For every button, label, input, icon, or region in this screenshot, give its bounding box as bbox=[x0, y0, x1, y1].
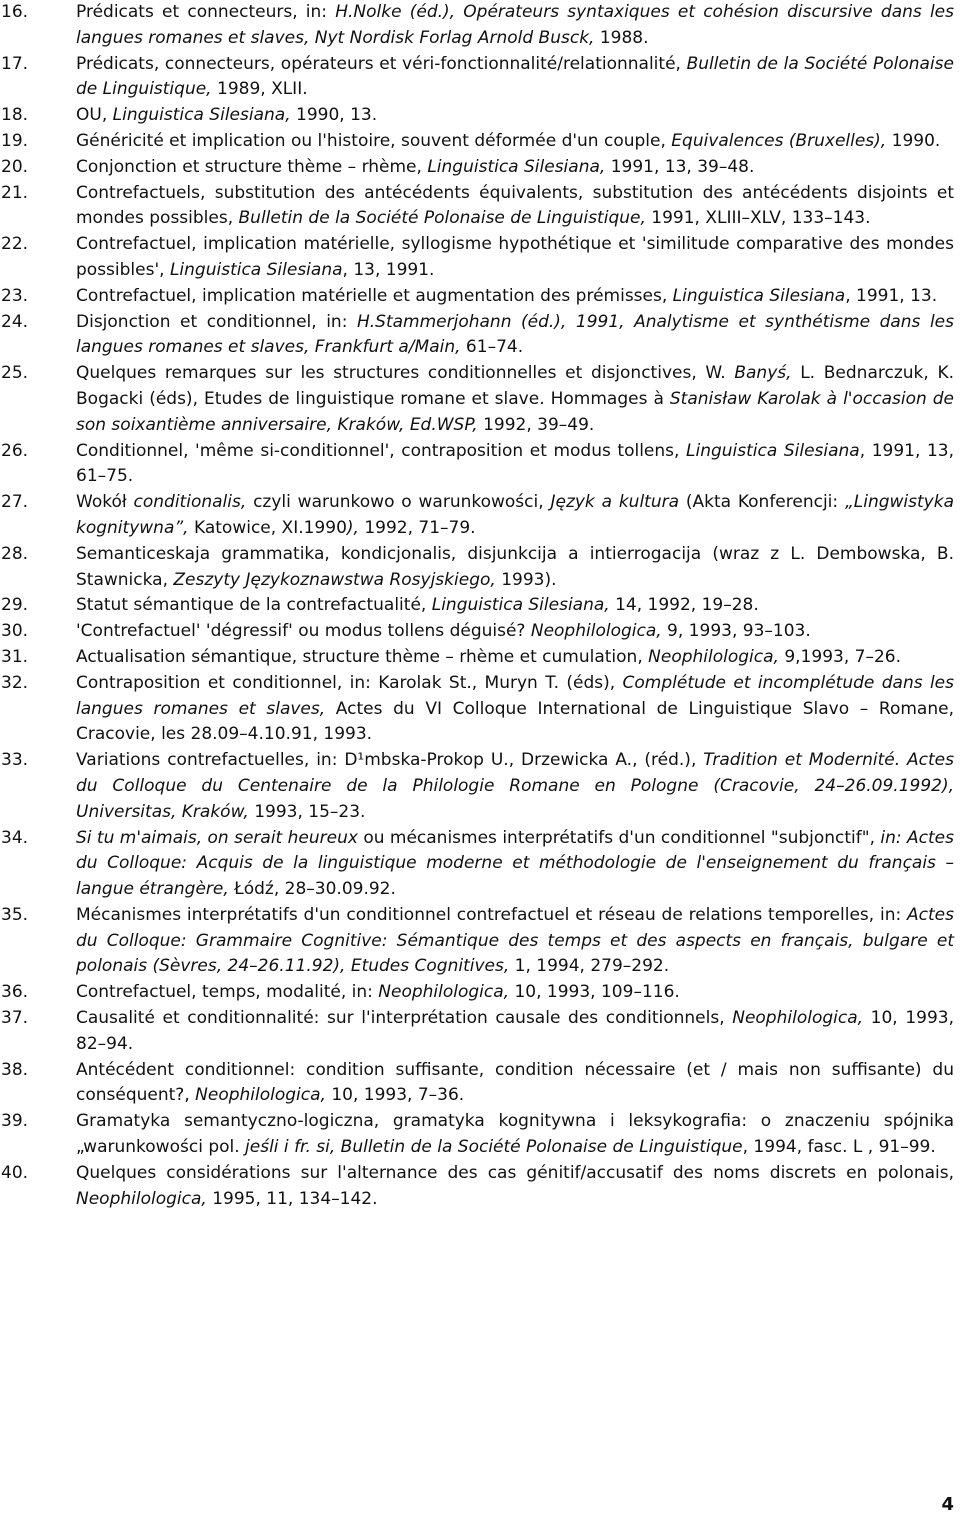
text-segment: , 1991, 13, 61–75. bbox=[76, 440, 954, 487]
text-segment: 10, 1993, 82–94. bbox=[76, 1008, 954, 1054]
text-segment: (Akta Konferencji: bbox=[679, 492, 845, 513]
entry-text bbox=[76, 181, 954, 233]
entry-number: 17. bbox=[1, 53, 29, 74]
entry-text bbox=[76, 232, 954, 284]
entry-text bbox=[76, 826, 954, 903]
bibliography-entry bbox=[0, 593, 960, 619]
text-segment: Conjonction et structure thème – rhème, bbox=[76, 156, 428, 177]
entry-number: 16. bbox=[1, 2, 29, 22]
italic-segment: Język a kultura bbox=[550, 492, 680, 513]
italic-segment: Si tu m'aimais, on serait heureux bbox=[76, 827, 358, 848]
italic-segment: conditionalis, bbox=[133, 492, 247, 513]
italic-segment: Tradition et Modernité. Actes du Colloque du Centenaire de la Philologie Romane en Pologne (Cracovie, 24–26.09.1992), Universitas, Kraków, bbox=[76, 750, 954, 822]
italic-segment: „Lingwistyka kognitywna”, bbox=[76, 492, 954, 538]
bibliography-entry bbox=[0, 671, 960, 748]
bibliography-entry bbox=[0, 748, 960, 825]
text-segment: Contrefactuels, substitution des antécédents équivalents, substitution des antécédents disjoints et mondes possibles, bbox=[76, 182, 954, 229]
text-segment: Généricité et implication ou l'histoire, souvent déformée d'un couple, bbox=[76, 130, 672, 151]
entry-number: 23. bbox=[1, 285, 29, 306]
entry-number: 26. bbox=[1, 440, 29, 461]
text-segment: 1992, 39–49. bbox=[477, 414, 595, 435]
italic-segment: Bulletin de la Société Polonaise de Linguistique, bbox=[238, 208, 646, 229]
entry-number: 22. bbox=[1, 234, 29, 255]
italic-segment: Linguistica Silesiana bbox=[686, 440, 860, 461]
bibliography-entry bbox=[0, 1006, 960, 1058]
entry-number: 36. bbox=[1, 982, 29, 1003]
text-segment: czyli warunkowo o warunkowości, bbox=[246, 492, 551, 513]
text-segment: 1991, 13, 39–48. bbox=[605, 156, 755, 177]
entry-number: 32. bbox=[1, 672, 29, 693]
text-segment: 14, 1992, 19–28. bbox=[609, 595, 759, 616]
bibliography-entry bbox=[0, 181, 960, 233]
entry-text bbox=[76, 155, 954, 181]
italic-segment: Bulletin de la Société Polonaise de Linguistique, bbox=[76, 53, 954, 100]
bibliography-entry bbox=[0, 1058, 960, 1110]
bibliography-entry bbox=[0, 232, 960, 284]
text-segment: 9,1993, 7–26. bbox=[778, 646, 901, 667]
text-segment: Contraposition et conditionnel, in: Karolak St., Muryn T. (éds), bbox=[76, 672, 623, 693]
italic-segment: Linguistica Silesiana bbox=[672, 285, 846, 306]
entry-text bbox=[76, 1161, 954, 1213]
bibliography-entry bbox=[0, 0, 960, 52]
italic-segment: Banyś, bbox=[734, 363, 792, 384]
entry-text bbox=[76, 1058, 954, 1110]
text-segment: 1990, 13. bbox=[290, 105, 378, 126]
entry-number: 18. bbox=[1, 105, 29, 126]
text-segment: OU, bbox=[76, 105, 113, 126]
italic-segment: ), bbox=[346, 517, 359, 538]
text-segment: Conditionnel, 'même si-conditionnel', contraposition et modus tollens, bbox=[76, 440, 686, 461]
text-segment: Actualisation sémantique, structure thème – rhème et cumulation, bbox=[76, 646, 649, 667]
text-segment: Semanticeskaja grammatika, kondicjonalis, disjunkcija a intierrogacija (wraz z L. Dembowska, B. Stawnicka, bbox=[76, 543, 954, 590]
entry-text bbox=[76, 980, 954, 1006]
text-segment: , 1991, 13. bbox=[845, 285, 938, 306]
entry-number: 25. bbox=[1, 363, 29, 384]
bibliography-entry bbox=[0, 542, 960, 594]
text-segment: Causalité et conditionnalité: sur l'interprétation causale des conditionnels, bbox=[76, 1008, 733, 1029]
entry-text bbox=[76, 129, 954, 155]
italic-segment: Neophilologica, bbox=[648, 646, 779, 667]
italic-segment: Neophilologica, bbox=[378, 982, 510, 1003]
text-segment: Łódź, 28–30.09.92. bbox=[228, 879, 396, 900]
text-segment: Katowice, XI.1990 bbox=[188, 517, 347, 538]
text-segment: Contrefactuel, implication matérielle et augmentation des prémisses, bbox=[76, 285, 673, 306]
text-segment: 10, 1993, 109–116. bbox=[509, 982, 680, 1003]
text-segment: 'Contrefactuel' 'dégressif' ou modus tollens déguisé? bbox=[76, 621, 531, 642]
bibliography-entry bbox=[0, 52, 960, 104]
text-segment: 1990. bbox=[886, 130, 941, 151]
text-segment: Gramatyka semantyczno-logiczna, gramatyka kognitywna i leksykografia: o znaczeniu spójnika „warunkowości pol. bbox=[76, 1111, 954, 1158]
bibliography-entry bbox=[0, 619, 960, 645]
italic-segment: Linguistica Silesiana, bbox=[431, 595, 610, 616]
text-segment: Wokół bbox=[76, 492, 134, 513]
text-segment: 61–74. bbox=[460, 337, 524, 358]
entry-number: 29. bbox=[1, 595, 29, 616]
entry-number: 24. bbox=[1, 311, 29, 332]
entry-number: 39. bbox=[1, 1111, 29, 1132]
text-segment: 10, 1993, 7–36. bbox=[325, 1085, 465, 1106]
entry-text bbox=[76, 52, 954, 104]
italic-segment: Actes du Colloque: Grammaire Cognitive: Sémantique des temps et des aspects en français, bulgare et polonais (Sèvres, 24–26.11.92), Etudes Cognitives, bbox=[76, 904, 954, 977]
bibliography-entry bbox=[0, 1109, 960, 1161]
text-segment: , 13, 1991. bbox=[342, 259, 435, 280]
italic-segment: in: Actes du Colloque: Acquis de la linguistique moderne et méthodologie de l'enseignement du français – langue étrangère, bbox=[76, 827, 954, 900]
italic-segment: jeśli i fr. si, Bulletin de la Société Polonaise de Linguistique bbox=[245, 1137, 743, 1158]
bibliography-entry bbox=[0, 284, 960, 310]
bibliography-entry bbox=[0, 361, 960, 438]
bibliography-entry bbox=[0, 980, 960, 1006]
entry-number: 27. bbox=[1, 492, 29, 513]
bibliography-entry bbox=[0, 490, 960, 542]
text-segment: Contrefactuel, implication matérielle, syllogisme hypothétique et 'similitude comparative des mondes possibles', bbox=[76, 234, 954, 280]
entry-number: 19. bbox=[1, 130, 29, 151]
bibliography-entry bbox=[0, 310, 960, 362]
text-segment: Disjonction et conditionnel, in: bbox=[76, 311, 357, 332]
entry-number: 40. bbox=[1, 1162, 29, 1183]
entry-number: 30. bbox=[1, 621, 29, 642]
entry-text bbox=[76, 1109, 954, 1161]
entry-number: 38. bbox=[1, 1059, 29, 1080]
text-segment: Prédicats, connecteurs, opérateurs et véri-fonctionnalité/relationnalité, bbox=[76, 53, 687, 74]
entry-number: 20. bbox=[1, 156, 29, 177]
text-segment: ou mécanismes interprétatifs d'un conditionnel "subjonctif", bbox=[357, 827, 881, 848]
text-segment: 1992, 71–79. bbox=[358, 517, 476, 538]
text-segment: 1995, 11, 134–142. bbox=[206, 1188, 378, 1209]
bibliography-entry bbox=[0, 103, 960, 129]
text-segment: Quelques remarques sur les structures conditionnelles et disjonctives, W. bbox=[76, 363, 735, 384]
bibliography-entry bbox=[0, 129, 960, 155]
italic-segment: Complétude et incomplétude dans les langues romanes et slaves, bbox=[76, 672, 954, 719]
entry-text bbox=[76, 361, 954, 438]
italic-segment: Neophilologica, bbox=[195, 1085, 326, 1106]
italic-segment: H.Nolke (éd.), Opérateurs syntaxiques et cohésion discursive dans les langues romanes et slaves, Nyt Nordisk Forlag Arnold Busck, bbox=[76, 2, 954, 48]
entry-text bbox=[76, 103, 954, 129]
text-segment: 9, 1993, 93–103. bbox=[661, 621, 811, 642]
entry-text bbox=[76, 671, 954, 748]
entry-text bbox=[76, 619, 954, 645]
text-segment: Statut sémantique de la contrefactualité, bbox=[76, 595, 432, 616]
italic-segment: Linguistica Silesiana bbox=[169, 259, 343, 280]
bibliography-entry bbox=[0, 903, 960, 980]
text-segment: 1993). bbox=[495, 569, 557, 590]
text-segment: Quelques considérations sur l'alternance des cas génitif/accusatif des noms discrets en polonais, bbox=[76, 1162, 954, 1183]
entry-text bbox=[76, 284, 954, 310]
bibliography-entry bbox=[0, 1161, 960, 1213]
text-segment: , 1994, fasc. L , 91–99. bbox=[742, 1137, 936, 1158]
entry-text bbox=[76, 310, 954, 362]
entry-text bbox=[76, 1006, 954, 1058]
italic-segment: Stanisław Karolak à l'occasion de son soixantième anniversaire, Kraków, Ed.WSP, bbox=[76, 388, 954, 435]
italic-segment: Neophilologica, bbox=[530, 621, 662, 642]
entry-text bbox=[76, 645, 954, 671]
italic-segment: H.Stammerjohann (éd.), 1991, Analytisme et synthétisme dans les langues romanes et slaves, Frankfurt a/Main, bbox=[76, 311, 954, 358]
entry-text bbox=[76, 748, 954, 825]
text-segment: Variations contrefactuelles, in: D¹mbska-Prokop U., Drzewicka A., (réd.), bbox=[76, 750, 704, 771]
entry-text bbox=[76, 593, 954, 619]
italic-segment: Equivalences (Bruxelles), bbox=[671, 130, 887, 151]
entry-number: 31. bbox=[1, 646, 29, 667]
bibliography-entry bbox=[0, 826, 960, 903]
entry-text bbox=[76, 439, 954, 491]
text-segment: 1988. bbox=[594, 27, 649, 48]
entry-text bbox=[76, 542, 954, 594]
entry-number: 33. bbox=[1, 750, 29, 771]
text-segment: Actes du VI Colloque International de Linguistique Slavo – Romane, Cracovie, les 28.09–4.10.91, 1993. bbox=[76, 698, 954, 745]
italic-segment: Neophilologica, bbox=[76, 1188, 207, 1209]
text-segment: 1993, 15–23. bbox=[248, 801, 366, 822]
entry-number: 37. bbox=[1, 1008, 29, 1029]
text-segment: L. Bednarczuk, K. Bogacki (éds), Etudes de linguistique romane et slave. Hommages à bbox=[76, 363, 954, 409]
entry-number: 21. bbox=[1, 182, 29, 203]
text-segment: 1, 1994, 279–292. bbox=[509, 956, 670, 977]
entry-text bbox=[76, 0, 954, 52]
italic-segment: Linguistica Silesiana, bbox=[427, 156, 606, 177]
bibliography-entry bbox=[0, 439, 960, 491]
text-segment: Antécédent conditionnel: condition suffisante, condition nécessaire (et / mais non suffisante) du conséquent?, bbox=[76, 1059, 954, 1106]
entry-number: 34. bbox=[1, 827, 29, 848]
entry-text bbox=[76, 903, 954, 980]
bibliography-entry bbox=[0, 645, 960, 671]
text-segment: 1989, XLII. bbox=[211, 79, 308, 100]
entry-number: 35. bbox=[1, 904, 29, 925]
entry-number: 28. bbox=[1, 543, 29, 564]
text-segment: 1991, XLIII–XLV, 133–143. bbox=[645, 208, 871, 229]
page-number: 4 bbox=[941, 1494, 954, 1515]
italic-segment: Neophilologica, bbox=[732, 1008, 864, 1029]
text-segment: Prédicats et connecteurs, in: bbox=[76, 2, 336, 22]
text-segment: Contrefactuel, temps, modalité, in: bbox=[76, 982, 379, 1003]
bibliography-entry bbox=[0, 155, 960, 181]
entry-text bbox=[76, 490, 954, 542]
italic-segment: Zeszyty Językoznawstwa Rosyjskiego, bbox=[173, 569, 496, 590]
italic-segment: Linguistica Silesiana, bbox=[112, 105, 291, 126]
text-segment: Mécanismes interprétatifs d'un conditionnel contrefactuel et réseau de relations temporelles, in: bbox=[76, 904, 908, 925]
